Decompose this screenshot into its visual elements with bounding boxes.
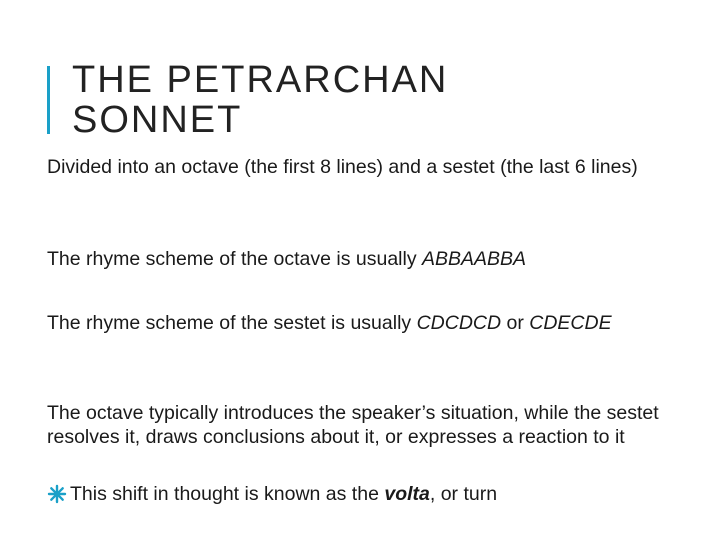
title-line-1: THE PETRARCHAN xyxy=(72,59,449,101)
point-octave-function xyxy=(47,401,687,449)
subpoint-suffix: , or turn xyxy=(429,483,498,505)
point-octave-sestet xyxy=(47,155,638,179)
asterisk-bullet-icon xyxy=(47,484,67,504)
subpoint-prefix: This shift in thought is known as the xyxy=(70,483,385,505)
point-text: The rhyme scheme of the sestet is usually xyxy=(47,312,417,334)
subpoint-text xyxy=(70,482,497,506)
point-text: The octave typically introduces the speaker’s situation, while the sestet resolves it, draws conclusions about it, or expresses a reaction to it xyxy=(47,402,659,448)
point-sestet-rhyme xyxy=(47,311,612,335)
slide-title xyxy=(72,60,448,140)
point-text: or xyxy=(501,312,530,334)
point-text: Divided into an octave (the first 8 lines) and a sestet (the last 6 lines) xyxy=(47,156,638,178)
volta-term: volta xyxy=(384,483,430,505)
point-text: The rhyme scheme of the octave is usually xyxy=(47,248,423,270)
rhyme-scheme: ABBAABBA xyxy=(422,248,527,270)
title-accent-bar xyxy=(47,66,50,134)
title-line-2: SONNET xyxy=(72,99,243,141)
point-octave-rhyme xyxy=(47,247,526,271)
rhyme-scheme: CDCDCD xyxy=(416,312,502,334)
rhyme-scheme: CDECDE xyxy=(529,312,612,334)
subpoint-volta xyxy=(47,482,497,506)
